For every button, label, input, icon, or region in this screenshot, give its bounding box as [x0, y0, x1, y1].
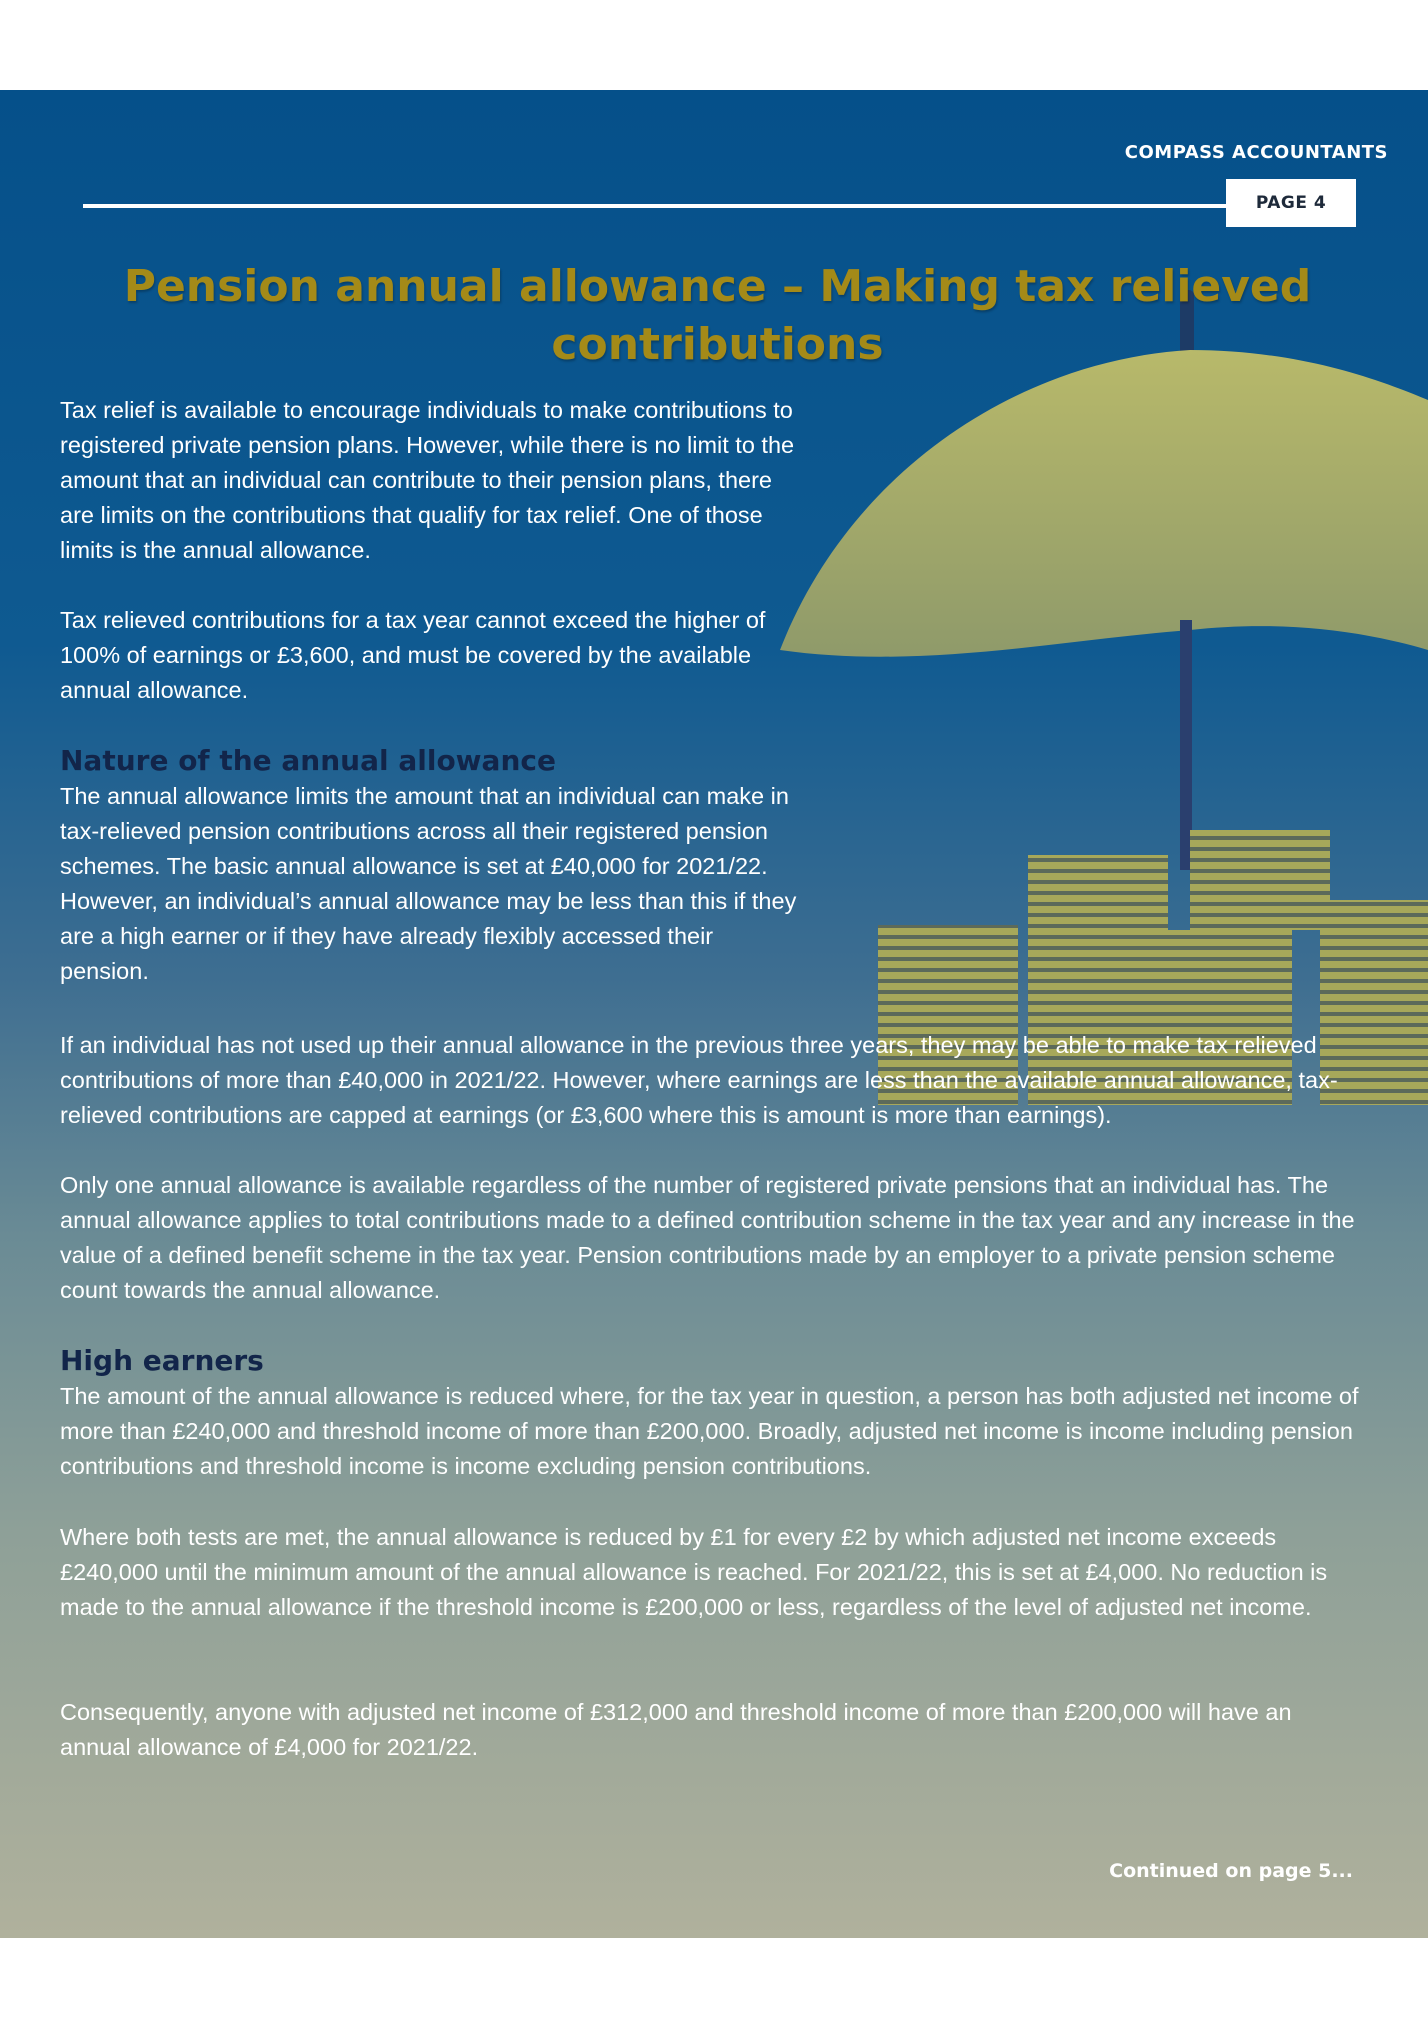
continued-link[interactable]: Continued on page 5...	[1109, 1860, 1353, 1882]
section-heading-nature: Nature of the annual allowance	[60, 744, 556, 777]
header-divider	[83, 204, 1228, 208]
page-number-label: PAGE 4	[1226, 179, 1356, 227]
intro-paragraph-1: Tax relief is available to encourage individuals to make contributions to registered private pension plans. However, while there is no limit to the amount that an individual can contribute to their pension plans, there are limits on the contributions that qualify for tax relief. One of those limits is the annual allowance.	[60, 397, 795, 563]
umbrella-coins-illustration	[760, 290, 1428, 1130]
high-earners-paragraph-3: Consequently, anyone with adjusted net income of £312,000 and threshold income of more than £200,000 will have an annual allowance of £4,000 for 2021/22.	[60, 1699, 1292, 1760]
intro-paragraph-2: Tax relieved contributions for a tax year cannot exceed the higher of 100% of earnings or £3,600, and must be covered by the available annual allowance.	[60, 607, 766, 703]
article-title: Pension annual allowance – Making tax relieved contributions	[123, 261, 1312, 370]
coin-stack	[1190, 830, 1330, 930]
nature-paragraph-1: The annual allowance limits the amount that an individual can make in tax-relieved pension contributions across all their registered pension schemes. The basic annual allowance is set at £40,000 for 2021/22. However, an individual’s annual allowance may be less than this if they are a high earner or if they have already flexibly accessed their pension.	[60, 783, 797, 984]
brand-name: COMPASS ACCOUNTANTS	[1124, 142, 1388, 163]
nature-paragraph-3: Only one annual allowance is available regardless of the number of registered private pensions that an individual has. The annual allowance applies to total contributions made to a defined contribution scheme in the tax year and any increase in the value of a defined benefit scheme in the tax year. Pension contributions made by an employer to a private pension scheme count towards the annual allowance.	[60, 1172, 1355, 1303]
section-heading-high-earners: High earners	[60, 1344, 264, 1377]
high-earners-paragraph-1: The amount of the annual allowance is reduced where, for the tax year in question, a person has both adjusted net income of more than £240,000 and threshold income of more than £200,000. Broadly, adjusted net income is income including pension contributions and threshold income is income excluding pension contributions.	[60, 1383, 1359, 1479]
umbrella-canopy	[780, 350, 1428, 657]
nature-paragraph-2: If an individual has not used up their annual allowance in the previous three years, they may be able to make tax relieved contributions of more than £40,000 in 2021/22. However, where earnings are less than the available annual allowance, tax-relieved contributions are capped at earnings (or £3,600 where this is amount is more than earnings).	[60, 1032, 1338, 1128]
page-panel	[0, 90, 1428, 1938]
high-earners-paragraph-2: Where both tests are met, the annual allowance is reduced by £1 for every £2 by which adjusted net income exceeds £240,000 until the minimum amount of the annual allowance is reached. For 2021/22, this is set at £4,000. No reduction is made to the annual allowance if the threshold income is £200,000 or less, regardless of the level of adjusted net income.	[60, 1524, 1328, 1620]
